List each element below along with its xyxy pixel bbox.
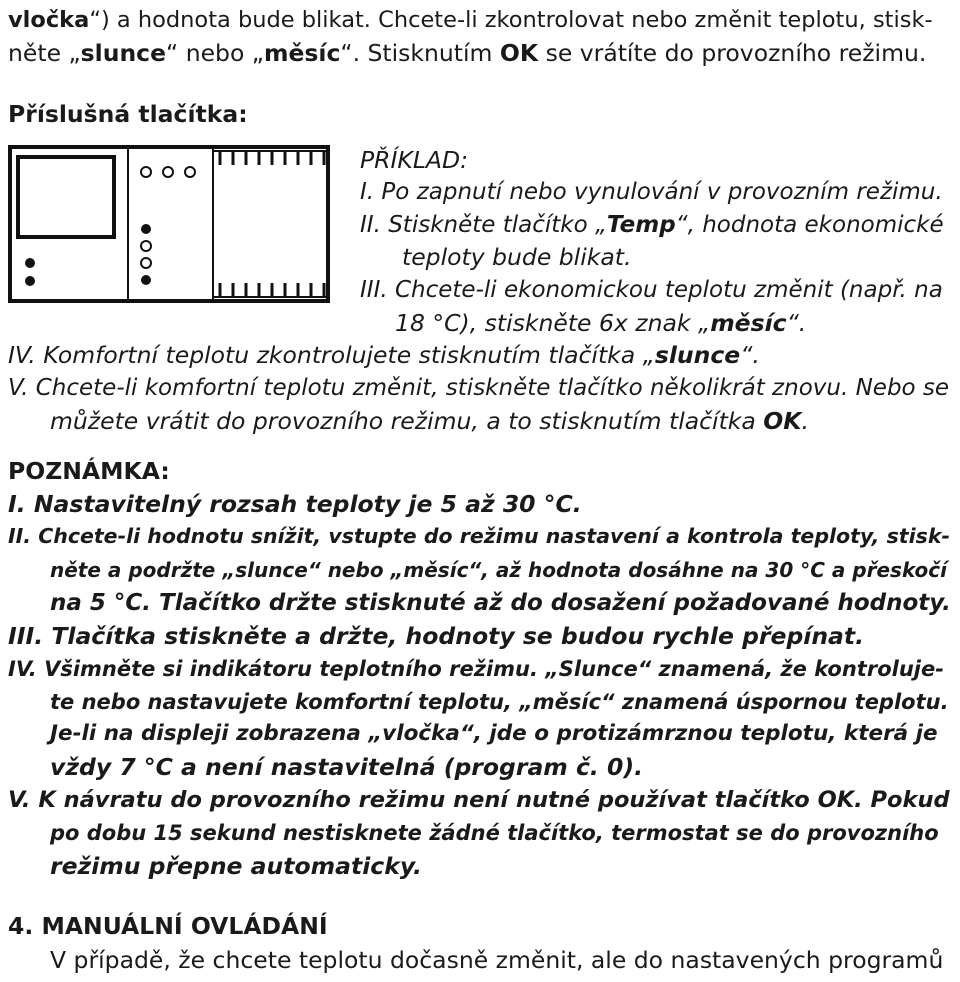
note-5-line-1: K návratu do provozního režimu není nutné používat tlačítko OK. Pokud	[38, 787, 950, 813]
note-4-line-1: Všimněte si indikátoru teplotního režimu. „Slunce“ znamená, že kontroluje-	[44, 657, 944, 681]
example-step-4	[8, 339, 760, 371]
step-4-post: “.	[740, 341, 760, 369]
intro-line-1	[8, 4, 933, 36]
intro-text-c: “. Stisknutím	[340, 39, 500, 67]
temp-key: Temp	[606, 212, 676, 238]
sun-key: slunce	[654, 341, 741, 369]
step-5-num: V.	[8, 375, 29, 401]
moon-key: měsíc	[710, 309, 787, 337]
step-5-text: Chcete-li komfortní teplotu změnit, stiskněte tlačítko několikrát znovu. Nebo se	[35, 375, 950, 401]
note-item-4	[8, 653, 944, 685]
note-3-num: III.	[8, 622, 44, 650]
sun-term: slunce	[80, 39, 167, 67]
note-item-2	[8, 520, 950, 552]
note-4-line-3: Je-li na displeji zobrazena „vločka“, jde o protizámrznou teplotu, která je	[50, 721, 938, 746]
intro-text-b: “ nebo „	[166, 39, 264, 67]
section-4-text: V případě, že chcete teplotu dočasně změnit, ale do nastavených programů	[50, 946, 944, 974]
note-2-line-3: na 5 °C. Tlačítko držte stisknuté až do dosažení požadované hodnoty.	[50, 590, 951, 616]
step-4-pre: Komfortní teplotu zkontrolujete stisknutím tlačítka „	[43, 341, 655, 369]
note-2-num: II.	[8, 524, 32, 548]
step-2-num: II.	[360, 212, 381, 238]
note-4-line-2: te nebo nastavujete komfortní teplotu, „měsíc“ znamená úspornou teplotu.	[50, 690, 949, 714]
example-step-5-cont	[50, 405, 809, 437]
note-1-line-1: Nastavitelný rozsah teploty je 5 až 30 °C.	[33, 490, 582, 518]
note-4-num: IV.	[8, 657, 37, 681]
note-title: POZNÁMKA:	[8, 457, 170, 485]
note-5-line-3: režimu přepne automaticky.	[50, 852, 422, 880]
step-1-text: Po zapnutí nebo vynulování v provozním režimu.	[381, 179, 943, 205]
step-5-cont-post: .	[801, 407, 809, 435]
ok-term: OK	[499, 39, 539, 67]
section-4-title: 4. MANUÁLNÍ OVLÁDÁNÍ	[8, 912, 328, 940]
step-3-text: Chcete-li ekonomickou teplotu změnit (např. na	[394, 277, 943, 303]
thermostat-illustration	[8, 145, 330, 303]
step-2-pre: Stiskněte tlačítko „	[388, 212, 607, 238]
example-step-3	[360, 274, 943, 306]
snowflake-term: vločka	[8, 7, 90, 33]
intro-text-a: něte „	[8, 39, 81, 67]
step-3-num: III.	[360, 277, 388, 303]
note-5-num: V.	[8, 787, 31, 813]
example-step-1	[360, 176, 943, 208]
example-step-2-cont: teploty bude blikat.	[402, 243, 632, 271]
example-title: PŘÍKLAD:	[360, 146, 469, 174]
note-5-line-2: po dobu 15 sekund nestisknete žádné tlačítko, termostat se do provozního	[50, 821, 939, 845]
step-4-num: IV.	[8, 341, 36, 369]
step-1-num: I.	[360, 179, 375, 205]
example-step-5	[8, 372, 949, 404]
step-3-cont-pre: 18 °C), stiskněte 6x znak „	[395, 309, 711, 337]
note-2-line-2: něte a podržte „slunce“ nebo „měsíc“, až hodnota dosáhne na 30 °C a přeskočí	[50, 558, 947, 582]
note-item-5	[8, 784, 950, 816]
step-3-cont-post: “.	[786, 309, 807, 337]
note-4-line-4: vždy 7 °C a není nastavitelná (program č. 0).	[50, 753, 644, 781]
intro-line-2	[8, 37, 926, 69]
intro-text-d: se vrátíte do provozního režimu.	[538, 39, 927, 67]
example-step-2	[360, 209, 944, 241]
ok-key: OK	[763, 407, 802, 435]
note-item-3	[8, 620, 864, 652]
step-2-post: “, hodnota ekonomické	[675, 212, 944, 238]
note-1-num: I.	[8, 490, 26, 518]
note-3-line-1: Tlačítka stiskněte a držte, hodnoty se budou rychle přepínat.	[51, 622, 865, 650]
moon-term: měsíc	[263, 39, 341, 67]
note-2-line-1: Chcete-li hodnotu snížit, vstupte do režimu nastavení a kontrola teploty, stisk-	[38, 524, 950, 548]
intro-line-1-text: “) a hodnota bude blikat. Chcete-li zkontrolovat nebo změnit teplotu, stisk-	[89, 7, 933, 33]
note-item-1	[8, 488, 582, 520]
step-5-cont-pre: můžete vrátit do provozního režimu, a to stisknutím tlačítka	[50, 407, 764, 435]
example-step-3-cont	[395, 307, 806, 339]
buttons-heading: Příslušná tlačítka:	[8, 100, 248, 128]
